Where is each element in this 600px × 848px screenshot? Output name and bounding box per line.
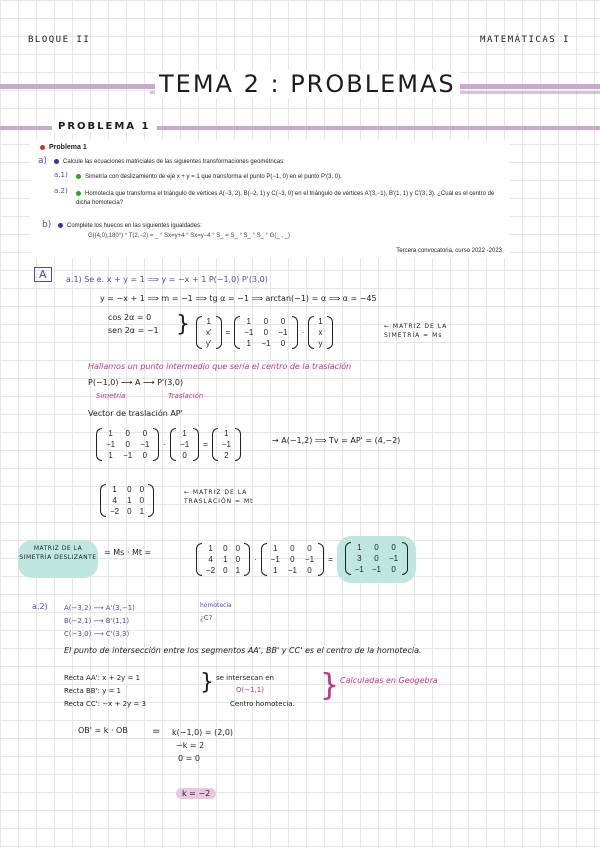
symmetry-matrix: 1 0 0 −1 0 −1 1 −1 0 <box>234 316 297 349</box>
geogebra-note: Calculadas en Geogebra <box>340 676 438 685</box>
chain-sub-symmetry: Simetría <box>96 392 126 400</box>
brace-pink: } <box>320 668 340 703</box>
right-factor-matrix: 1 0 0 −1 0 −1 1 −1 0 <box>261 543 324 576</box>
brace: } <box>176 312 190 337</box>
translation-matrix-label: ← MATRIZ DE LA TRASLACIÓN = Mt <box>184 489 254 505</box>
source-note: Tercera convocatoria, curso 2022 -2023 <box>396 248 502 254</box>
part-a2-label: a.2) <box>54 187 68 195</box>
header-block-label: BLOQUE II <box>28 35 91 45</box>
point-p-vector: 1 −1 0 <box>170 428 199 461</box>
result-matrix: 1 0 0 3 0 −1 −1 −1 0 <box>345 542 408 575</box>
page-title: TEMA 2 : PROBLEMAS <box>155 70 460 98</box>
homotecia-label: homotecia <box>200 602 232 609</box>
problem-heading: Problema 1 <box>40 144 87 151</box>
part-a1-label: a.1) <box>54 171 68 179</box>
k-result: k = −2 <box>176 788 216 799</box>
k-derivation <box>172 726 233 765</box>
center-text: Centro homotecia. <box>230 700 295 708</box>
mapping-a: A(−3,2) ⟶ A'(3,−1) <box>64 604 135 612</box>
a2-label: a.2) <box>32 602 48 611</box>
k-eq-3: 0 = 0 <box>178 754 200 763</box>
equals-sign: = <box>152 726 161 737</box>
point-a-vector: 1 −1 2 <box>212 428 241 461</box>
mapping-c: C(−3,0) ⟶ C'(3,3) <box>64 630 130 638</box>
symmetry-matrix-2: 1 0 0 −1 0 −1 1 −1 0 <box>96 428 159 461</box>
a1-intro-line: a.1) Se e. x + y = 1 ⟹ y = −x + 1 P(−1,0) P'(3,0) <box>66 275 268 284</box>
translation-vector-result: → A(−1,2) ⟹ Tv = AP' = (4,−2) <box>272 436 401 445</box>
result-highlight <box>337 536 416 583</box>
k-eq-1: k(−1,0) = (2,0) <box>172 728 234 737</box>
vertex-mappings <box>64 602 135 641</box>
part-a1-text: Simetría con deslizamiento de eje x + y = 1 que transforma el punto P(−1, 0) en el punto P'(3, 0). <box>76 174 496 180</box>
part-a-label: a) <box>38 156 48 166</box>
vector-label: Vector de traslación AP' <box>88 409 183 418</box>
header-subject-label: MATEMÁTICAS I <box>480 35 570 45</box>
part-b-label: b) <box>42 220 52 230</box>
solution-label-a: A <box>34 267 52 282</box>
left-factor-matrix: 1 0 0 4 1 0 −2 0 1 <box>196 543 250 576</box>
part-b-formula: G((4,0),180°) ° T(2,−2) = _ ° Sx=y+4 ° Sx=y−4 ° S_ = S_ ° S_ ° S_ ° G(_ , _) <box>88 233 291 239</box>
part-a2-text: Homotecia que transforma el triángulo de vértices A(−3, 2), B(−2, 1) y C(−3, 0) en el triángulo de vértices A'(3,−1), B'(1, 1) y C'(3, 3). ¿Cuál es el centro de dicha homotecia? <box>76 191 495 206</box>
symmetry-matrix-label: ← MATRIZ DE LA SIMETRÍA = Ms <box>384 323 448 339</box>
composite-product: 1 0 0 4 1 0 −2 0 1 · 1 0 0 −1 0 −1 1 −1 0 = 1 0 0 3 0 −1 −1 −1 0 <box>196 536 416 583</box>
symmetry-equation: 1 x' y' = 1 0 0 −1 0 −1 1 −1 0 · 1 x y <box>196 316 333 349</box>
part-a-text: Calcule las ecuaciones matriciales de las siguientes transformaciones geométricas: <box>54 159 285 165</box>
output-vector: 1 x' y' <box>196 316 222 349</box>
slope-line: y = −x + 1 ⟹ m = −1 ⟹ tg α = −1 ⟹ arctan(−1) = α ⟹ α = −45 <box>100 294 377 303</box>
sen-line: sen 2α = −1 <box>108 326 159 335</box>
center-question: ¿C? <box>200 614 213 622</box>
center-point: O(−1,1) <box>236 686 264 694</box>
intersection-note: El punto de intersección entre los segmentos AA', BB' y CC' es el centro de la homotecia. <box>64 646 422 655</box>
input-vector: 1 x y <box>308 316 332 349</box>
part-b-text: Complete los huecos en las siguientes igualdades: <box>58 223 202 229</box>
mapping-b: B(−2,1) ⟶ B'(1,1) <box>64 617 130 625</box>
problem-statement <box>30 140 510 258</box>
cos-line: cos 2α = 0 <box>108 313 152 322</box>
brace-2: } <box>200 670 214 695</box>
composite-equation: = Ms · Mt = <box>104 548 152 557</box>
ob-equation: OB' = k · OB <box>78 726 128 735</box>
k-eq-2: −k = 2 <box>176 741 205 750</box>
chain-sub-translation: Traslación <box>168 392 204 400</box>
translation-matrix-block <box>100 484 154 519</box>
point-symmetry-equation: 1 0 0 −1 0 −1 1 −1 0 · 1 −1 0 = 1 −1 2 <box>96 428 241 461</box>
glide-reflection-label: MATRIZ DE LA SIMETRÍA DESLIZANTE <box>18 540 98 578</box>
section-title: PROBLEMA 1 <box>52 121 157 132</box>
line-equations <box>64 672 146 711</box>
translation-matrix: 1 0 0 4 1 0 −2 0 1 <box>100 484 154 517</box>
line-cc: Recta CC': −x + 2y = 3 <box>64 700 146 708</box>
line-bb: Recta BB': y = 1 <box>64 687 121 695</box>
line-aa: Recta AA': x + 2y = 1 <box>64 674 141 682</box>
transform-chain: P(−1,0) ⟶ A ⟶ P'(3,0) <box>88 378 184 387</box>
intermediate-point-note: Hallamos un punto intermedio que sería el centro de la traslación <box>88 362 352 371</box>
intersect-text: se intersecan en <box>216 674 274 682</box>
